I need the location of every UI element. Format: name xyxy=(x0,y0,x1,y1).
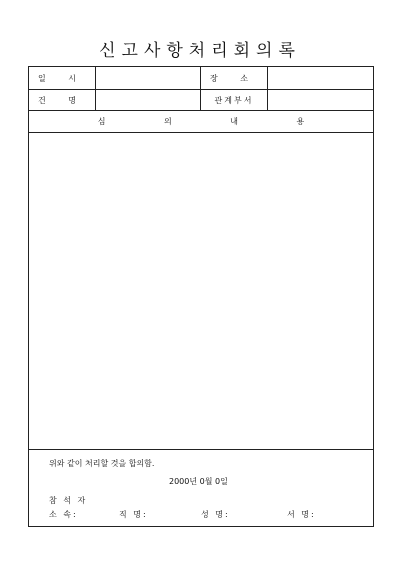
agreement-statement: 위와 같이 처리할 것을 합의함. xyxy=(49,459,155,468)
affiliation-label: 소 속: xyxy=(49,510,78,519)
row-divider xyxy=(29,449,373,450)
related-department-label: 관계부서 xyxy=(214,95,254,105)
name-label: 성 명: xyxy=(201,510,230,519)
deliberation-content-header: 심 의 내 용 xyxy=(97,117,333,126)
subject-field[interactable] xyxy=(96,90,200,110)
attendees-label: 참 석 자 xyxy=(49,496,88,505)
deliberation-content-area[interactable] xyxy=(29,133,373,449)
date-label: 일 시 xyxy=(38,73,86,83)
document-title: 신고사항처리회의록 xyxy=(99,41,301,61)
agreement-date: 2000년 0월 0일 xyxy=(169,477,228,486)
related-department-field[interactable] xyxy=(268,90,373,110)
place-field[interactable] xyxy=(268,67,373,89)
subject-label: 건 명 xyxy=(38,95,86,105)
place-label: 장 소 xyxy=(210,73,258,83)
meeting-minutes-form xyxy=(28,66,374,527)
position-label: 직 명: xyxy=(119,510,148,519)
signature-label: 서 명: xyxy=(287,510,316,519)
date-field[interactable] xyxy=(96,67,200,89)
